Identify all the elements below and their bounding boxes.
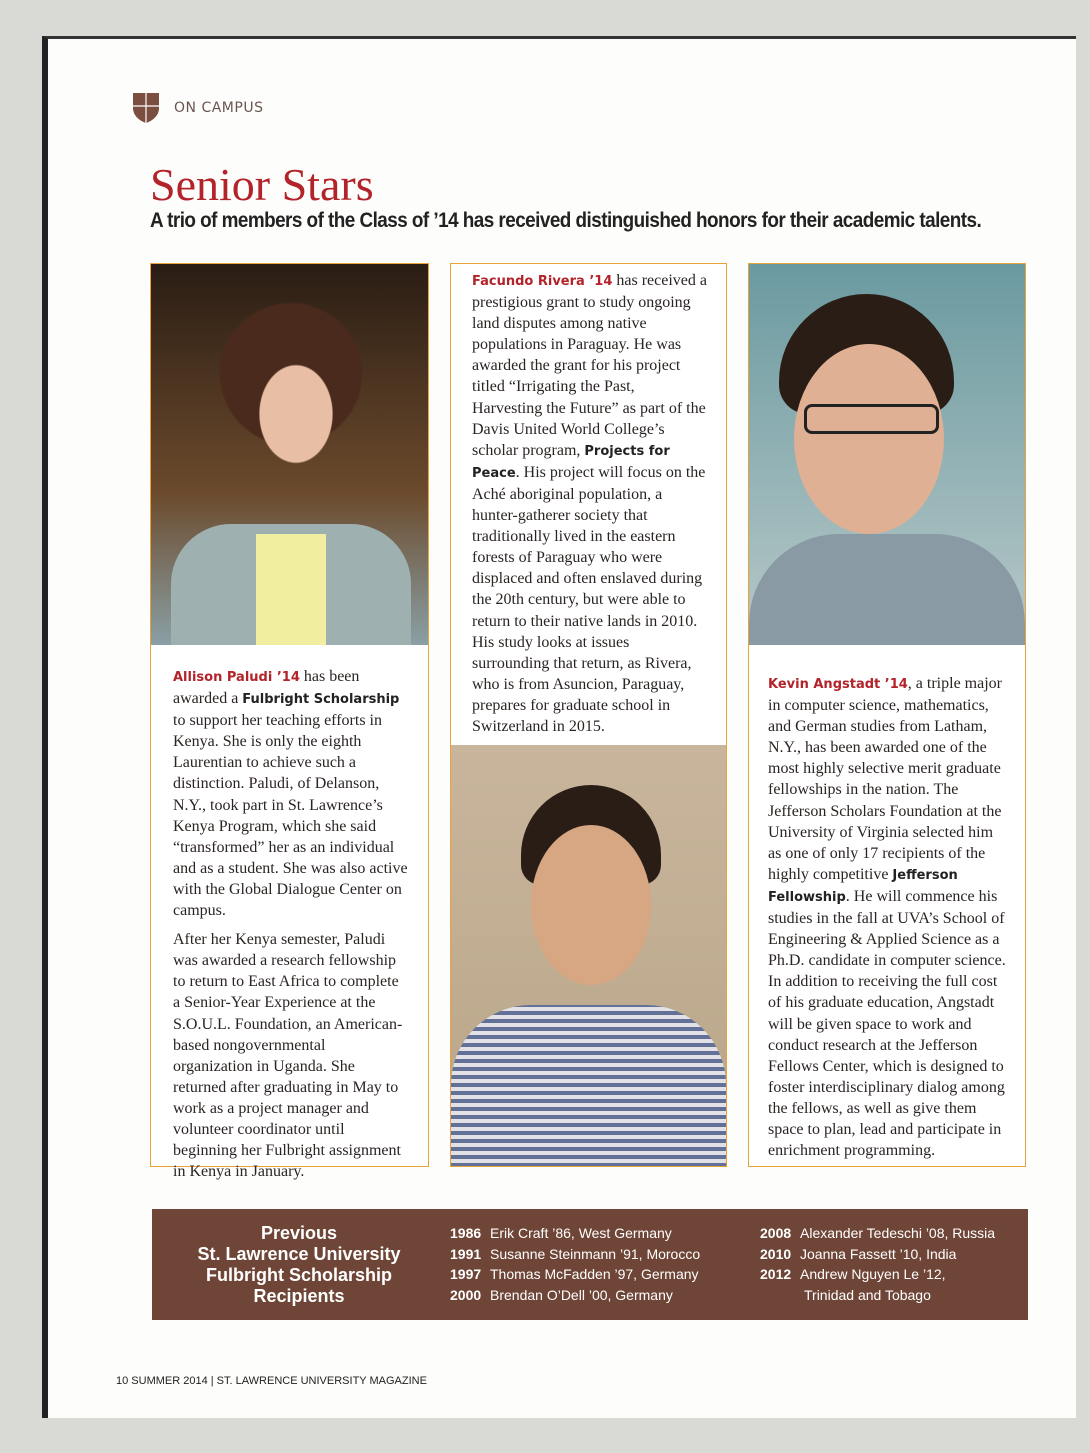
student-name: Facundo Rivera ’14: [472, 274, 613, 289]
student-name: Kevin Angstadt ’14: [768, 677, 908, 692]
recipients-list-2: [760, 1223, 995, 1305]
heading-line: St. Lawrence University: [197, 1244, 401, 1264]
kevin-paragraph-1: [768, 673, 1010, 1161]
kevin-photo: [749, 264, 1025, 645]
heading-line: Fulbright Scholarship: [205, 1265, 392, 1285]
award-name: Fulbright Scholarship: [242, 692, 400, 708]
facundo-photo: [451, 745, 726, 1166]
year: 2000: [450, 1286, 482, 1303]
recipient: [450, 1285, 700, 1306]
recipient: [450, 1264, 700, 1285]
allison-paragraph-2: After her Kenya semester, Paludi was awarded a research fellowship to return to East Africa to complete a Senior-Year Experience at the S.O.U.L. Foundation, an American-based nongovernmental organization in Uganda. She returned after graduating in May to work as a project manager and volunteer coordinator until beginning her Fulbright assignment in Kenya in January.: [173, 931, 403, 1181]
year: 1997: [450, 1266, 482, 1282]
year: 1991: [450, 1245, 482, 1262]
body-text: . His project will focus on the Aché aboriginal population, a hunter-gatherer society that traditionally lived in the eastern forests of Paraguay who were displaced and often enslaved during the 20th century, but were able to return to their native lands in 2010. His study looks at issues surrounding that return, as Rivera, who is from Asuncion, Paraguay, prepares for graduate school in Switzerland in 2015.: [472, 463, 706, 735]
year: 2008: [760, 1225, 792, 1241]
heading-line: Recipients: [253, 1286, 345, 1306]
recipient-name: Brendan O’Dell ’00, Germany: [490, 1286, 673, 1303]
allison-paragraph-1: [173, 666, 409, 921]
year: 2010: [760, 1245, 792, 1262]
recipient: [450, 1244, 700, 1265]
recipient: [760, 1223, 995, 1244]
recipient: [450, 1223, 700, 1244]
heading-line: Previous: [260, 1223, 338, 1243]
student-name: Allison Paludi ’14: [173, 670, 300, 685]
recipient-name: Alexander Tedeschi ’08, Russia: [800, 1225, 996, 1241]
body-text: to support her teaching efforts in Kenya. She is only the eighth Laurentian to achieve such a distinction. Paludi, of Delanson, N.Y., took part in St. Lawrence’s Kenya Program, which she said “transformed” her as an individual and as a student. She was also active with the Global Dialogue Center on campus.: [173, 712, 408, 920]
body-text: . He will commence his studies in the fall at UVA’s School of Engineering & Applied Science as a Ph.D. candidate in computer science. In addition to receiving the full cost of his graduate education, Angstadt will be given space to work and conduct research at the Jefferson Fellows Center, which is designed to foster interdisciplinary dialog among the fellows, as well as give them space to plan, lead and participate in enrichment programming.: [768, 887, 1006, 1160]
recipients-heading: [182, 1223, 416, 1307]
recipient-name: Thomas McFadden ’97, Germany: [490, 1266, 699, 1282]
recipient-name: Joanna Fassett ’10, India: [800, 1245, 957, 1262]
page-footer: 10 SUMMER 2014 | ST. LAWRENCE UNIVERSITY MAGAZINE: [116, 1375, 427, 1387]
year: 1986: [450, 1225, 482, 1241]
recipient-country: Trinidad and Tobago: [804, 1286, 931, 1303]
section-name: ON CAMPUS: [174, 100, 264, 116]
recipient-name: Andrew Nguyen Le ’12,: [800, 1266, 946, 1282]
page-title: Senior Stars: [150, 159, 374, 210]
recipient-name: Erik Craft ’86, West Germany: [490, 1225, 672, 1241]
recipients-list-1: [450, 1223, 700, 1305]
recipient-name: Susanne Steinmann ’91, Morocco: [490, 1245, 701, 1262]
body-text: has been awarded a: [173, 668, 360, 708]
body-text: , a triple major in computer science, mathematics, and German studies from Latham, N.Y., has been awarded one of the most highly selective merit graduate fellowships in the nation. The Jefferson Scholars Foundation at the University of Virginia selected him as one of only 17 recipients of the highly competitive: [768, 675, 1002, 883]
allison-photo: [151, 264, 428, 645]
section-label: [132, 92, 263, 124]
award-name: Jefferson Fellowship: [768, 867, 958, 905]
recipient: [760, 1264, 995, 1285]
subtitle: A trio of members of the Class of ’14 has received distinguished honors for their academic talents.: [150, 209, 982, 232]
facundo-paragraph-1: [472, 270, 708, 737]
shield-icon: [132, 92, 160, 124]
allison-text: [173, 666, 409, 1190]
kevin-text: [768, 673, 1010, 1169]
year: 2012: [760, 1266, 792, 1282]
recipient: [760, 1244, 995, 1265]
facundo-text: [472, 270, 708, 745]
award-name: Projects for Peace: [472, 443, 670, 481]
fulbright-recipients-band: [152, 1209, 1028, 1320]
body-text: has received a prestigious grant to study ongoing land disputes among native populations in Paraguay. He was awarded the grant for his project titled “Irrigating the Past, Harvesting the Future” as part of the Davis United World College’s scholar program,: [472, 272, 707, 459]
